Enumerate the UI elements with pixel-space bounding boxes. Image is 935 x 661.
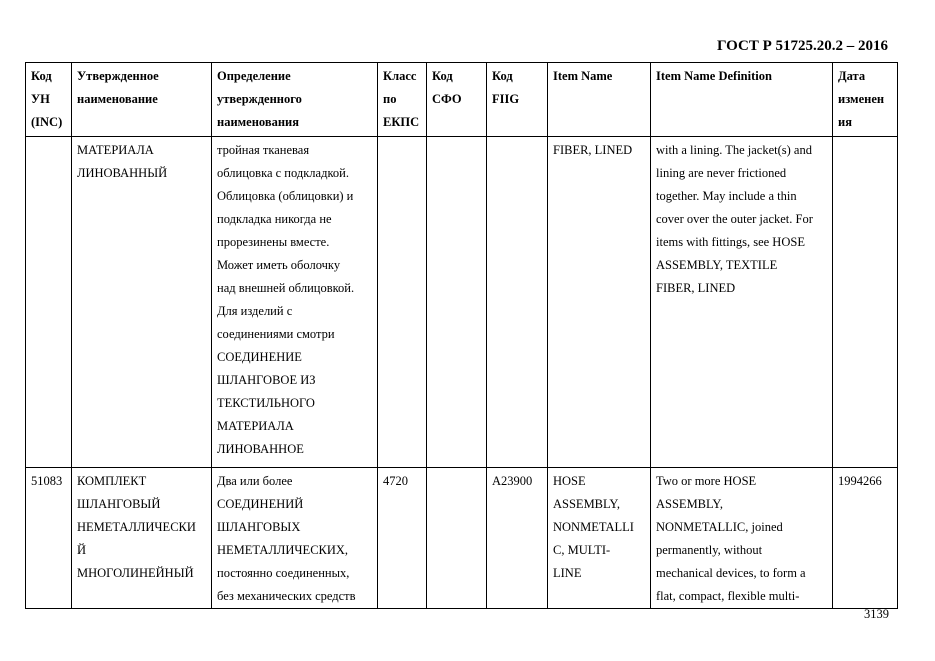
cell-approved-name: МАТЕРИАЛА ЛИНОВАННЫЙ xyxy=(72,137,212,468)
cell-fiig xyxy=(487,137,548,468)
cell-item-definition: Two or more HOSE ASSEMBLY, NONMETALLIC, joined permanently, without mechanical devices, to form a flat, compact, flexible multi- xyxy=(651,468,833,609)
table-header-row xyxy=(26,63,898,137)
col-header-item-definition: Item Name Definition xyxy=(651,63,833,137)
cell-fiig: A23900 xyxy=(487,468,548,609)
cell-inc: 51083 xyxy=(26,468,72,609)
cell-item-name: FIBER, LINED xyxy=(548,137,651,468)
col-header-item-name: Item Name xyxy=(548,63,651,137)
cell-class xyxy=(378,137,427,468)
table-row xyxy=(26,468,898,609)
table-row xyxy=(26,137,898,468)
cell-change-date xyxy=(833,137,898,468)
cell-inc xyxy=(26,137,72,468)
col-header-approved-name: Утвержденное наименование xyxy=(72,63,212,137)
cell-definition: Два или более СОЕДИНЕНИЙ ШЛАНГОВЫХ НЕМЕТАЛЛИЧЕСКИХ, постоянно соединенных, без механических средств xyxy=(212,468,378,609)
cell-change-date: 1994266 xyxy=(833,468,898,609)
page-number: 3139 xyxy=(864,607,889,621)
col-header-definition: Определение утвержденного наименования xyxy=(212,63,378,137)
col-header-class: Класс по ЕКПС xyxy=(378,63,427,137)
cell-approved-name: КОМПЛЕКТ ШЛАНГОВЫЙ НЕМЕТАЛЛИЧЕСКИ Й МНОГОЛИНЕЙНЫЙ xyxy=(72,468,212,609)
standard-designation: ГОСТ Р 51725.20.2 – 2016 xyxy=(716,38,888,54)
col-header-fiig: Код FIIG xyxy=(487,63,548,137)
col-header-sfo: Код СФО xyxy=(427,63,487,137)
col-header-change-date: Дата изменен ия xyxy=(833,63,898,137)
cell-item-name: HOSE ASSEMBLY, NONMETALLI C, MULTI- LINE xyxy=(548,468,651,609)
item-name-table xyxy=(25,62,898,609)
col-header-inc: Код УН (INC) xyxy=(26,63,72,137)
cell-class: 4720 xyxy=(378,468,427,609)
cell-sfo xyxy=(427,468,487,609)
cell-item-definition: with a lining. The jacket(s) and lining are never frictioned together. May include a thin cover over the outer jacket. For items with fittings, see HOSE ASSEMBLY, TEXTILE FIBER, LINED xyxy=(651,137,833,468)
cell-definition: тройная тканевая облицовка с подкладкой. Облицовка (облицовки) и подкладка никогда не прорезинены вместе. Может иметь оболочку над внешней облицовкой. Для изделий с соединениями смотри СОЕДИНЕНИЕ ШЛАНГОВОЕ ИЗ ТЕКСТИЛЬНОГО МАТЕРИАЛА ЛИНОВАННОЕ xyxy=(212,137,378,468)
cell-sfo xyxy=(427,137,487,468)
